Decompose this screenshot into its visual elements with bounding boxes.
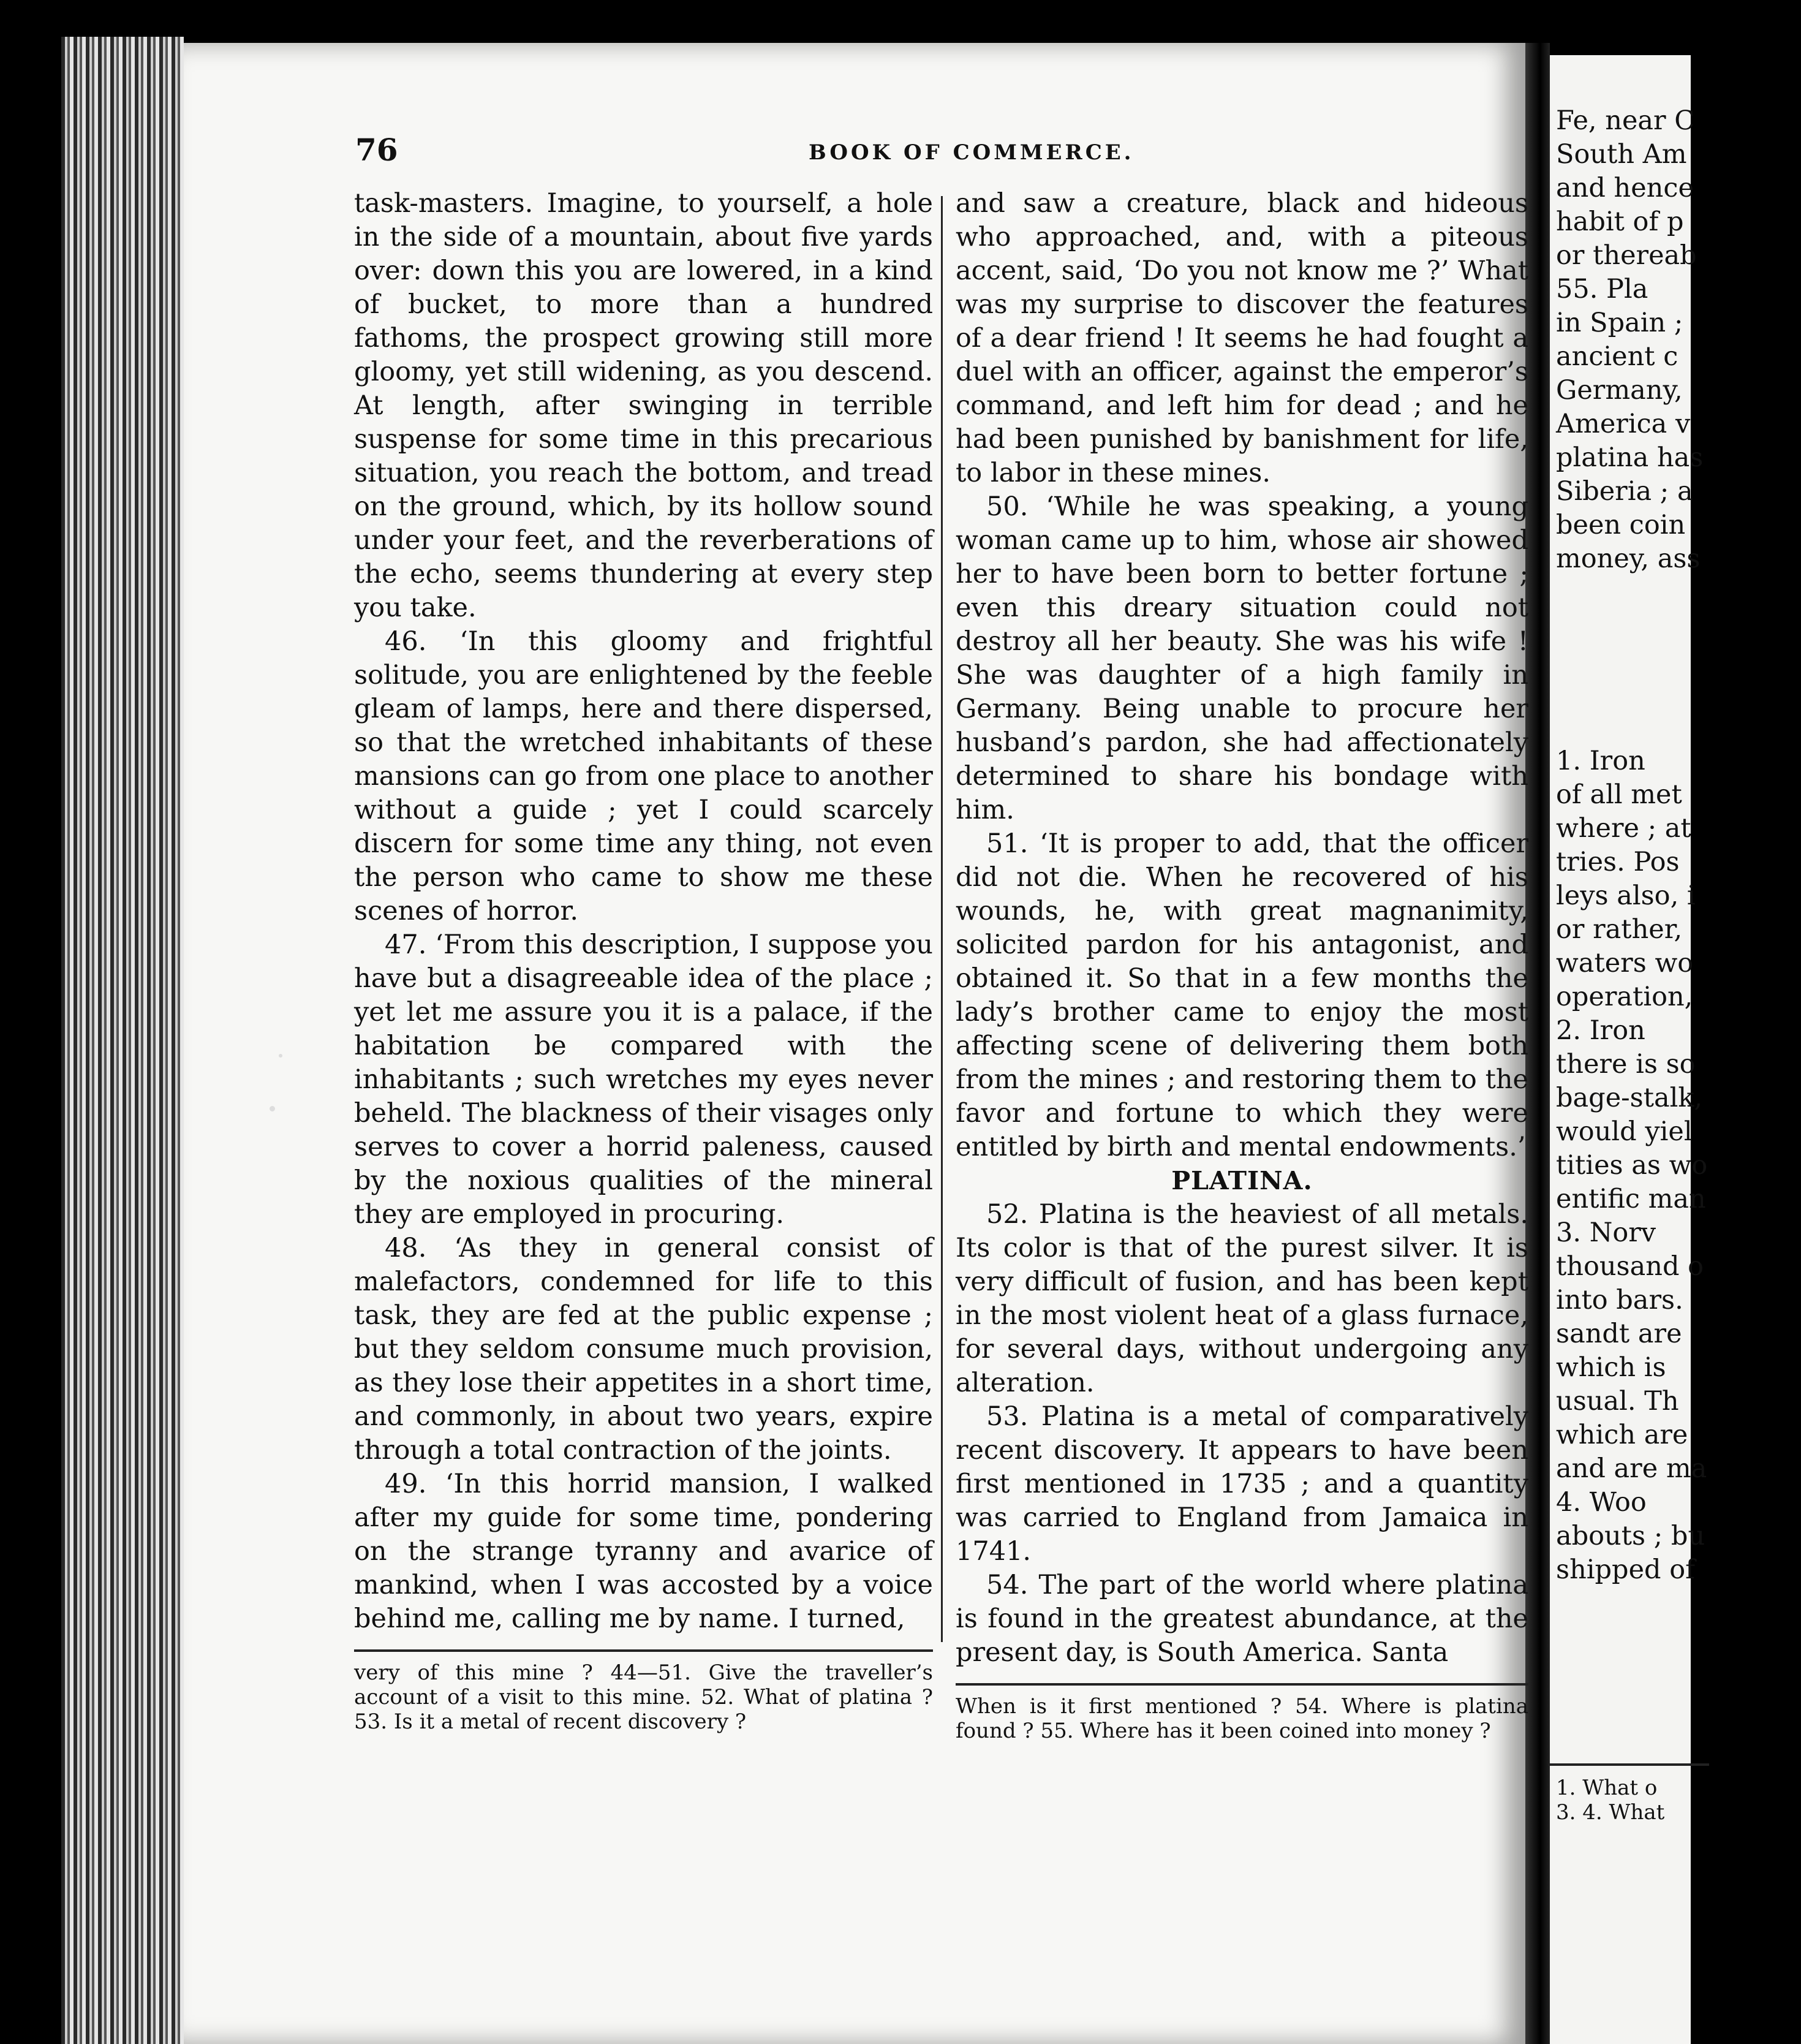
next-page-line: money, ass: [1556, 543, 1701, 574]
left-column-text: [354, 187, 933, 1636]
next-page-line: Germany,: [1556, 375, 1683, 406]
next-page-line: 2. Iron: [1556, 1015, 1645, 1046]
next-page-text: [1556, 104, 1801, 1587]
next-page-line: South Am: [1556, 139, 1687, 170]
next-page-line: which are: [1556, 1420, 1688, 1450]
next-page-line: America v: [1556, 409, 1691, 439]
paragraph: 52. Platina is the heaviest of all metals. Its color is that of the purest silver. It is very difficult of fusion, and has been kept in the most violent heat of a glass furnace, for several days, without undergoing any alteration.: [956, 1199, 1528, 1398]
next-page-line: 3. Norv: [1556, 1217, 1656, 1248]
next-page-line: and are ma: [1556, 1453, 1707, 1484]
left-column: [354, 187, 933, 2031]
paragraph: 48. ‘As they in general consist of malefactors, condemned for life to this task, they are fed at the public expense ; but they seldom consume much provision, as they lose their appetites in a short time, and commonly, in about two years, expire through a total contraction of the joints.: [354, 1233, 933, 1466]
next-page-line: [1556, 677, 1801, 711]
paragraph: 51. ‘It is proper to add, that the officer did not die. When he recovered of his wounds, he, with great magnanimity, solicited pardon for his antagonist, and obtained it. So that in a few months the lady’s brother came to enjoy the most affecting scene of delivering them both from the mines ; and restoring them to the favor and fortune to which they were entitled by birth and mental endowments.’: [956, 828, 1528, 1162]
next-page-fragment: [1550, 55, 1708, 2044]
next-page-line: [1556, 610, 1801, 643]
book-edge: [61, 37, 184, 2044]
next-page-line: Fe, near C: [1556, 105, 1695, 136]
next-page-line: been coin: [1556, 510, 1686, 540]
next-page-line: which is: [1556, 1352, 1666, 1383]
paragraph: 46. ‘In this gloomy and frightful solitude, you are enlightened by the feeble gleam of lamps, here and there dispersed, so that the wretched inhabitants of these mansions can go from one place to another without a guide ; yet I could scarcely discern for some time any thing, not even the person who came to show me these scenes of horror.: [354, 626, 933, 926]
scan-speck: [279, 1054, 282, 1058]
next-page-line: [1556, 711, 1801, 744]
next-page-footnote-line: 3. 4. What: [1556, 1800, 1665, 1825]
running-head-title: BOOK OF COMMERCE.: [809, 140, 1135, 165]
page-number: 76: [355, 132, 398, 168]
next-page-line: thousand o: [1556, 1251, 1704, 1282]
next-page-line: platina has: [1556, 442, 1704, 473]
next-page-line: entific man: [1556, 1184, 1706, 1214]
next-page-line: 4. Woo: [1556, 1487, 1647, 1518]
next-page-line: ancient c: [1556, 341, 1678, 372]
next-page-line: where ; at: [1556, 813, 1691, 844]
right-column-text: [956, 187, 1528, 1670]
right-column: [956, 187, 1528, 2031]
paragraph: 47. ‘From this description, I suppose you have but a disagreeable idea of the place ; yet let me assure you it is a palace, if the habitation be compared with the inhabitants ; such wretches my eyes never beheld. The blackness of their visages only serves to cover a horrid paleness, caused by the noxious qualities of the mineral they are employed in procuring.: [354, 929, 933, 1230]
next-page-line: [1556, 643, 1801, 677]
next-page-line: shipped of: [1556, 1554, 1696, 1585]
footnote-rule: [956, 1683, 1528, 1686]
next-page-line: bage-stalk,: [1556, 1083, 1703, 1113]
next-page-line: operation,: [1556, 982, 1693, 1012]
paragraph: task-masters. Imagine, to yourself, a hole in the side of a mountain, about five yards over: down this you are lowered, in a kind of bucket, to more than a hundred fathoms, the prospect growing still more gloomy, yet still widening, as you descend. At length, after swinging in terrible suspense for some time in this precarious situation, you reach the bottom, and tread on the ground, which, by its hollow sound under your feet, and the reverberations of the echo, seems thundering at every step you take.: [354, 188, 933, 623]
next-page-line: tries. Pos: [1556, 847, 1680, 877]
next-page-line: abouts ; bu: [1556, 1521, 1705, 1551]
next-page-line: sandt are: [1556, 1319, 1682, 1349]
next-page-line: Siberia ; a: [1556, 476, 1693, 507]
next-page-line: usual. Th: [1556, 1386, 1679, 1417]
next-page-line: would yiel: [1556, 1116, 1693, 1147]
next-page-footnote-line: 1. What o: [1556, 1776, 1658, 1800]
footnote-questions: very of this mine ? 44—51. Give the traveller’s account of a visit to this mine. 52. What of platina ? 53. Is it a metal of recent discovery ?: [354, 1660, 933, 1734]
next-page-line: there is so: [1556, 1049, 1696, 1080]
next-page-line: waters wo: [1556, 948, 1694, 978]
next-page-line: habit of p: [1556, 206, 1684, 237]
next-page-line: and hence: [1556, 173, 1694, 203]
next-page-line: 1. Iron: [1556, 746, 1645, 776]
next-page-line: or thereab: [1556, 240, 1697, 271]
paragraph: and saw a creature, black and hideous who approached, and, with a piteous accent, said, ‘Do you not know me ?’ What was my surprise to discover the features of a dear friend ! It seems he had fought a duel with an officer, against the emperor’s command, and left him for dead ; and he had been punished by banishment for life, to labor in these mines.: [956, 188, 1528, 488]
next-page-line: [1556, 576, 1801, 610]
next-page-line: or rather,: [1556, 914, 1683, 945]
next-page-line: in Spain ;: [1556, 308, 1683, 338]
column-divider: [941, 196, 943, 1642]
next-page-line: into bars.: [1556, 1285, 1683, 1315]
next-page-line: of all met: [1556, 779, 1682, 810]
next-page-line: tities as wo: [1556, 1150, 1708, 1181]
section-heading: PLATINA.: [1171, 1166, 1313, 1195]
paragraph: 50. ‘While he was speaking, a young woman came up to him, whose air showed her to have been born to better fortune ; even this dreary situation could not destroy all her beauty. She was his wife ! She was daughter of a high family in Germany. Being unable to procure her husband’s pardon, she had affectionately determined to share his bondage with him.: [956, 491, 1528, 825]
footnote-rule: [1550, 1763, 1709, 1766]
paragraph: 54. The part of the world where platina is found in the greatest abundance, at the present day, is South America. Santa: [956, 1570, 1528, 1668]
next-page-line: leys also, i: [1556, 880, 1696, 911]
footnote-questions: When is it first mentioned ? 54. Where is platina found ? 55. Where has it been coined into money ?: [956, 1694, 1528, 1743]
next-page-footnote: [1556, 1776, 1801, 1825]
paragraph: 53. Platina is a metal of comparatively recent discovery. It appears to have been first mentioned in 1735 ; and a quantity was carried to England from Jamaica in 1741.: [956, 1401, 1528, 1567]
footnote-rule: [354, 1649, 933, 1652]
book-gutter: [1525, 43, 1550, 2044]
scan-speck: [270, 1106, 275, 1111]
paragraph: 49. ‘In this horrid mansion, I walked after my guide for some time, pondering on the strange tyranny and avarice of mankind, when I was accosted by a voice behind me, calling me by name. I turned,: [354, 1469, 933, 1634]
running-head: [355, 132, 1519, 175]
next-page-line: 55. Pla: [1556, 274, 1648, 305]
